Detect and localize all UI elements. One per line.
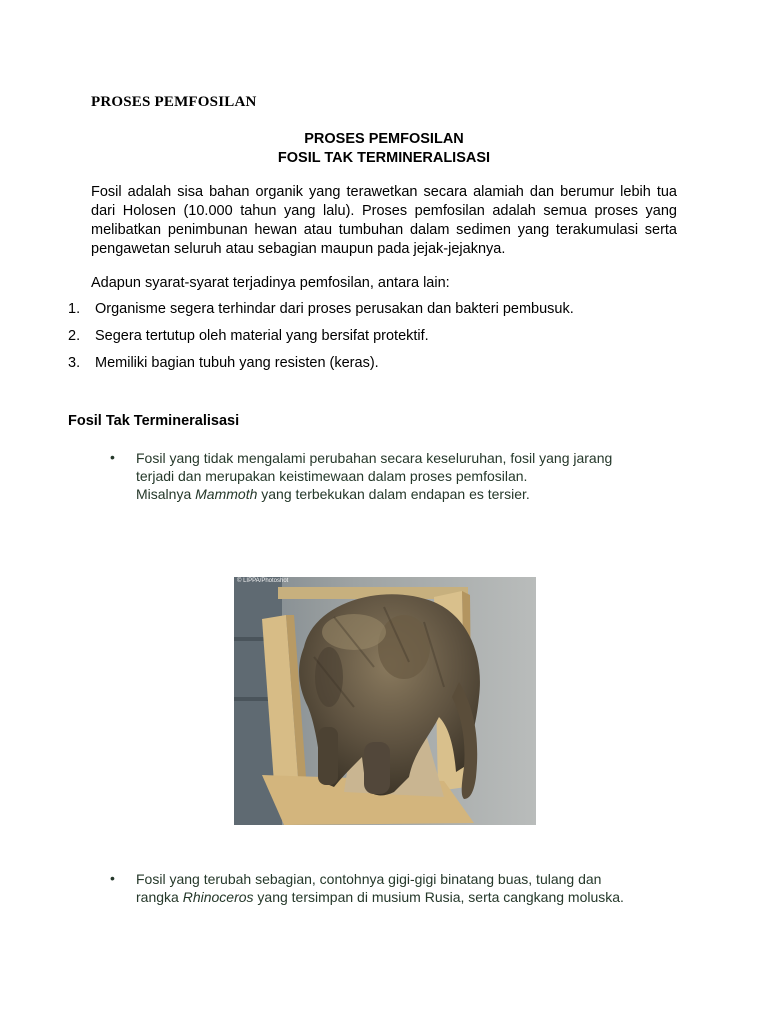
bullet-line: terjadi dan merupakan keistimewaan dalam proses pemfosilan. bbox=[136, 468, 528, 484]
bullet-line: Fosil yang tidak mengalami perubahan secara keseluruhan, fosil yang jarang bbox=[136, 450, 613, 466]
page-header-title: PROSES PEMFOSILAN bbox=[91, 94, 257, 110]
condition-number: 2. bbox=[68, 328, 81, 344]
main-title: PROSES PEMFOSILAN bbox=[304, 131, 464, 147]
photo-credit: © LIPPA/Photoshot bbox=[237, 578, 289, 584]
mammoth-photo-image bbox=[234, 577, 536, 825]
condition-item: Memiliki bagian tubuh yang resisten (keras). bbox=[95, 355, 379, 371]
species-name: Mammoth bbox=[195, 486, 258, 502]
species-name: Rhinoceros bbox=[182, 889, 254, 905]
bullet-text-part: yang terbekukan dalam endapan es tersier. bbox=[257, 486, 530, 502]
bullet-line: Fosil yang terubah sebagian, contohnya gigi-gigi binatang buas, tulang dan bbox=[136, 871, 602, 887]
bullet-text-part: rangka bbox=[136, 889, 183, 905]
main-subtitle: FOSIL TAK TERMINERALISASI bbox=[277, 150, 491, 166]
section-heading: Fosil Tak Termineralisasi bbox=[68, 413, 240, 429]
bullet-text-part: Misalnya bbox=[136, 486, 196, 502]
bullet-line bbox=[136, 888, 676, 906]
condition-number: 3. bbox=[68, 355, 81, 371]
condition-number: 1. bbox=[68, 301, 81, 317]
bullet-mammoth bbox=[136, 449, 676, 503]
bullet-dot: • bbox=[110, 870, 115, 886]
condition-item: Organisme segera terhindar dari proses perusakan dan bakteri pembusuk. bbox=[95, 301, 574, 317]
condition-item: Segera tertutup oleh material yang bersifat protektif. bbox=[95, 328, 429, 344]
bullet-text-part: yang tersimpan di musium Rusia, serta cangkang moluska. bbox=[253, 889, 624, 905]
bullet-dot: • bbox=[110, 449, 115, 465]
conditions-lead: Adapun syarat-syarat terjadinya pemfosilan, antara lain: bbox=[91, 275, 450, 291]
intro-paragraph: Fosil adalah sisa bahan organik yang terawetkan secara alamiah dan berumur lebih tua dari Holosen (10.000 tahun yang lalu). Proses pemfosilan adalah semua proses yang melibatkan penimbunan hewan atau tumbuhan dalam sedimen yang terakumulasi serta pengawetan seluruh atau sebagian maupun pada jejak-jejaknya. bbox=[91, 184, 677, 257]
bullet-line bbox=[136, 485, 676, 503]
bullet-rhinoceros bbox=[136, 870, 676, 906]
mammoth-photo bbox=[234, 577, 536, 825]
